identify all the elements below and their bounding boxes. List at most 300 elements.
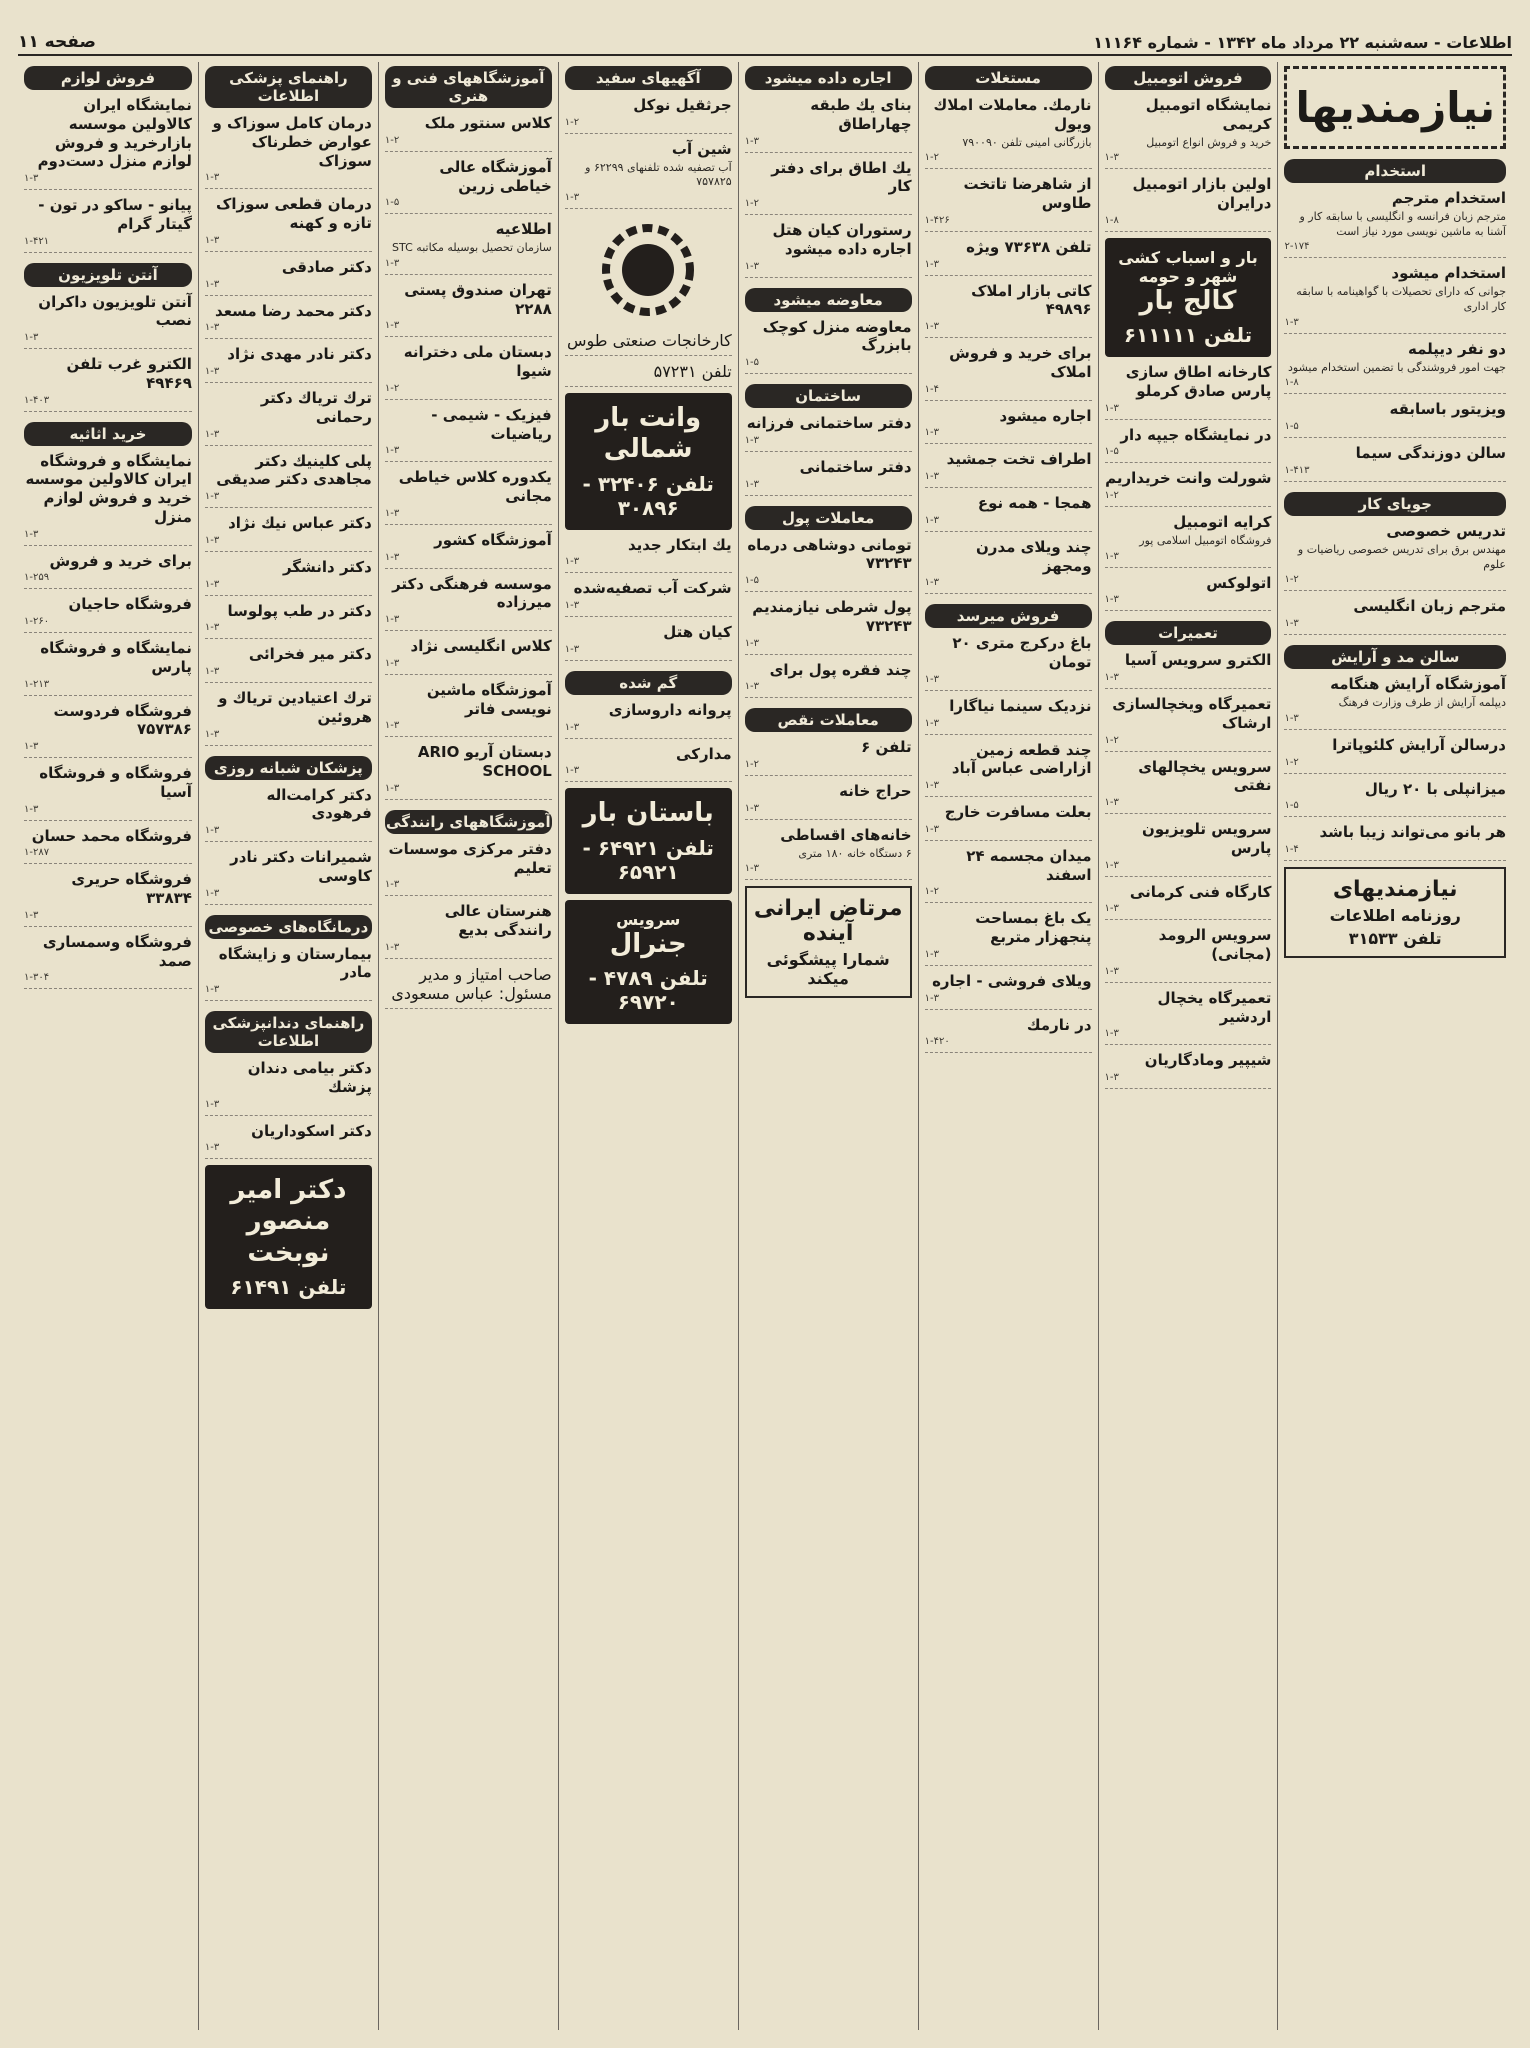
- ad-code: ۱-۳: [384, 657, 400, 669]
- classified-ad: [745, 96, 912, 153]
- ad-body: دیپلمه آرایش از طرف وزارت فرهنگ: [1338, 695, 1506, 709]
- ad-title: کاتی بازار املاک ۴۹۸۹۶: [971, 281, 1092, 319]
- classified-ad: [24, 764, 192, 821]
- newspaper-name: اطلاعات: [1446, 32, 1512, 52]
- ad-code: ۱-۲: [1104, 734, 1119, 746]
- ad-code: ۱-۳: [384, 257, 400, 269]
- display-ad-subtitle: روزنامه اطلاعات: [1329, 906, 1461, 925]
- ad-title: درمان قطعی سوزاک تازه و کهنه: [215, 195, 372, 232]
- ad-body: مهندس برق برای تدریس خصوصی ریاضیات و علوم: [1297, 542, 1506, 571]
- display-ad-title: کالج بار: [1139, 285, 1237, 316]
- ad-title: هر بانو می‌تواند زیبا باشد: [1319, 823, 1506, 842]
- ad-title: فروشگاه حاجیان: [68, 595, 192, 614]
- ad-title: میزانپلی با ۲۰ ریال: [1364, 779, 1506, 798]
- ad-title: از شاهرضا تاتخت طاوس: [963, 175, 1092, 213]
- ad-title: دبستان آریو ARIO SCHOOL: [417, 743, 552, 781]
- ad-code: ۱-۳: [24, 332, 39, 343]
- display-ad-phone: تلفن ۶۴۹۲۱ - ۶۵۹۲۱: [582, 835, 714, 884]
- ad-code: ۱-۴۲۰: [924, 1036, 950, 1048]
- section-heading: خرید اثاثیه: [24, 422, 192, 446]
- classified-ad: [925, 909, 1092, 966]
- classified-ad: [385, 281, 552, 338]
- column-6: [378, 62, 558, 2030]
- ad-code: ۱-۳: [204, 1142, 220, 1154]
- ad-code: ۱-۲: [1284, 574, 1299, 586]
- logo-name: کارخانجات صنعتی طوس: [565, 331, 732, 356]
- ad-title: آموزشگاه عالی خیاطی زرین: [439, 157, 552, 195]
- classified-ad: [1105, 651, 1272, 689]
- footer-note: صاحب امتیاز و مدیر مسئول: عباس مسعودی: [385, 965, 552, 1009]
- ad-code: ۱-۵: [1284, 800, 1299, 812]
- section-heading: ساختمان: [745, 384, 912, 408]
- ad-code: ۱-۳: [744, 637, 760, 649]
- classified-ad: [745, 536, 912, 593]
- ad-title: آموزشگاه کشور: [434, 530, 552, 549]
- ad-code: ۱-۲: [564, 116, 580, 128]
- classified-ad: [1284, 736, 1506, 774]
- ad-code: ۱-۳: [744, 478, 760, 490]
- ad-code: ۱-۸: [1284, 377, 1299, 389]
- ad-code: ۱-۳: [204, 172, 220, 184]
- ad-title: آموزشگاه ماشین نویسی فاتر: [426, 680, 552, 718]
- classified-ad: [1105, 926, 1272, 983]
- ad-title: دکتر کرامت‌اله فرهودی: [266, 785, 372, 823]
- ad-title: دبستان ملی دخترانه شیوا: [403, 343, 552, 381]
- ad-code: ۱-۳: [924, 780, 939, 792]
- classified-ad: [205, 689, 372, 746]
- company-logo: [565, 215, 732, 325]
- display-ad: [1284, 867, 1506, 958]
- ad-title: سرویس الرومد (مجانی): [1158, 926, 1272, 964]
- section-heading: سالن مد و آرایش: [1284, 645, 1506, 669]
- header-issue: شماره ۱۱۱۶۴: [1093, 32, 1199, 52]
- classified-ad: [205, 389, 372, 446]
- ad-code: ۱-۴۲۶: [924, 214, 950, 226]
- ad-code: ۱-۲: [384, 382, 400, 394]
- ad-code: ۱-۳: [204, 728, 220, 740]
- ad-title: شورلت وانت خریداریم: [1105, 469, 1272, 488]
- classified-ad: [1105, 574, 1272, 612]
- ad-code: ۱-۳: [204, 666, 220, 677]
- section-heading: درمانگاه‌های خصوصی: [205, 915, 372, 939]
- ad-code: ۱-۲۶۰: [24, 616, 50, 627]
- ad-code: ۱-۳: [924, 321, 939, 333]
- ad-title: سالن دوزندگی سیما: [1355, 444, 1506, 463]
- classified-ad: [925, 175, 1092, 232]
- classified-ad: [24, 552, 192, 590]
- ad-title: فروشگاه فردوست ۷۵۷۳۸۶: [53, 701, 192, 739]
- ad-title: دکتر نادر مهدی نژاد: [227, 345, 372, 364]
- ad-title: استخدام مترجم: [1391, 189, 1506, 207]
- classified-ad: [1105, 758, 1272, 815]
- section-heading: آگهیهای سفید: [565, 66, 732, 90]
- ad-code: ۱-۳: [24, 803, 39, 815]
- ad-title: ترك اعتیادین تریاك و هروئین: [218, 689, 372, 726]
- ad-title: تعمیرگاه ویخچالسازی ارشاک: [1112, 695, 1272, 732]
- classified-ad: [1105, 1051, 1272, 1089]
- classified-ad: [1105, 883, 1272, 921]
- ad-code: ۱-۴۰۳: [24, 394, 50, 406]
- display-ad: [565, 788, 732, 893]
- column-4: [738, 62, 918, 2030]
- classified-ad: [1105, 426, 1272, 464]
- ad-code: ۱-۳۰۴: [24, 972, 50, 984]
- classified-ad: [205, 558, 372, 596]
- classified-ad: [565, 745, 732, 783]
- ad-code: ۱-۳: [24, 909, 39, 921]
- ad-code: ۱-۳: [924, 673, 939, 685]
- ad-title: باغ درکرج متری ۲۰ تومان: [952, 634, 1092, 672]
- header-date: سه‌شنبه ۲۲ مرداد ماه ۱۳۴۲: [1216, 32, 1429, 52]
- header-meta: اطلاعات - سه‌شنبه ۲۲ مرداد ماه ۱۳۴۲ - شماره ۱۱۱۶۴: [1093, 32, 1512, 52]
- ad-title: دکتر اسکوداریان: [251, 1121, 372, 1140]
- page-number: صفحه ۱۱: [18, 32, 96, 52]
- ad-code: ۱-۳: [924, 823, 939, 835]
- classified-ad: [205, 195, 372, 252]
- ad-title: اولین بازار اتومبیل درایران: [1132, 175, 1272, 213]
- section-heading: معاملات نقص: [745, 708, 912, 732]
- ad-title: سرویس تلویزیون پارس: [1142, 820, 1272, 857]
- section-heading: معاملات پول: [745, 506, 912, 530]
- ad-title: پلی کلینیك دکتر مجاهدی دکتر صدیقی: [216, 451, 372, 489]
- ad-code: ۱-۳: [1104, 965, 1119, 977]
- ad-code: ۱-۳: [564, 721, 580, 733]
- classified-ad: [385, 531, 552, 569]
- display-ad-title: جنرال: [609, 928, 687, 959]
- classified-ad: [385, 743, 552, 800]
- classified-ad: [745, 826, 912, 881]
- section-heading: راهنمای پزشکی اطلاعات: [205, 66, 372, 108]
- classified-ad: [925, 450, 1092, 488]
- ad-code: ۱-۵: [744, 357, 760, 368]
- classified-ad: [24, 293, 192, 350]
- ad-code: ۱-۳: [384, 551, 400, 563]
- display-ad: [745, 886, 912, 998]
- classified-ad: [1105, 96, 1272, 169]
- classified-ad: [925, 407, 1092, 445]
- ad-code: ۱-۳: [384, 445, 400, 457]
- ad-title: یکدوره کلاس خیاطی مجانی: [398, 468, 552, 506]
- ad-title: تعمیرگاه یخچال اردشیر: [1157, 988, 1272, 1026]
- display-ad-sub: شمارا پیشگوئی میکند: [766, 950, 890, 989]
- ad-title: هنرستان عالی رانندگی بدیع: [444, 902, 552, 940]
- ad-body: فروشگاه اتومبیل اسلامی پور: [1139, 533, 1272, 547]
- ad-code: ۱-۳: [564, 643, 580, 655]
- ad-title: همجا - همه نوع: [977, 494, 1092, 513]
- display-ad-phone: تلفن ۴۷۸۹ - ۶۹۷۲۰: [588, 965, 708, 1014]
- ad-code: ۱-۳: [1104, 859, 1119, 871]
- ad-title: جرثقیل نوکل: [633, 96, 732, 114]
- ad-code: ۱-۳: [744, 681, 760, 693]
- ad-code: ۱-۳: [1104, 672, 1119, 684]
- ad-title: اتولوکس: [1206, 573, 1272, 592]
- ad-title: آنتن تلویزیون داکران نصب: [38, 292, 192, 330]
- classified-ad: [1284, 400, 1506, 438]
- ad-code: ۱-۳: [384, 614, 400, 626]
- classified-ad: [205, 602, 372, 640]
- section-heading: پزشکان شبانه روزی: [205, 756, 372, 780]
- classified-ad: [925, 847, 1092, 904]
- classified-ad: [745, 738, 912, 776]
- classified-ad: [925, 634, 1092, 691]
- column-1: [1277, 62, 1512, 2030]
- ad-title: دکتر عباس نیك نژاد: [228, 514, 372, 532]
- ad-code: ۱-۳: [24, 528, 39, 540]
- ad-code: ۱-۳: [384, 941, 400, 953]
- ad-title: موسسه فرهنگی دکتر میرزاده: [392, 574, 552, 612]
- classified-ad: [205, 848, 372, 905]
- ad-code: ۱-۲۱۳: [24, 678, 50, 690]
- ad-code: ۱-۳: [384, 720, 400, 732]
- classified-ad: [24, 452, 192, 546]
- ad-title: چند فقره پول برای: [769, 660, 912, 679]
- ad-code: ۱-۳: [744, 802, 760, 814]
- ad-title: چند ویلای مدرن ومجهز: [976, 537, 1092, 575]
- classified-ad: [1284, 675, 1506, 730]
- logo-phone: تلفن ۵۷۲۳۱: [565, 362, 732, 387]
- page-header: [18, 30, 1512, 56]
- section-heading: استخدام: [1284, 159, 1506, 183]
- classified-ad: [1284, 264, 1506, 333]
- column-5: [558, 62, 738, 2030]
- ad-body: مترجم زبان فرانسه و انگلیسی با سابقه کار و آشنا به ماشین نویسی مورد نیاز است: [1299, 209, 1506, 238]
- ad-title: دفتر مرکزی موسسات تعلیم: [388, 839, 552, 877]
- classified-ad: [925, 344, 1092, 401]
- ad-code: ۱-۲: [744, 759, 760, 770]
- classified-ad: [24, 827, 192, 865]
- ad-title: دفتر ساختمانی: [799, 457, 912, 476]
- classified-ad: [205, 645, 372, 683]
- ad-title: ویزیتور باسابقه: [1389, 400, 1506, 419]
- classified-ad: [745, 221, 912, 278]
- ad-title: رستوران کیان هتل اجاره داده میشود: [772, 221, 912, 258]
- classified-ad: [24, 870, 192, 927]
- classified-ad: [745, 318, 912, 375]
- ad-title: درمان کامل سوزاک و عوارض خطرناک سوزاک: [212, 114, 372, 170]
- ad-title: پیانو - ساکو در تون - گیتار گرام: [38, 196, 192, 233]
- ad-title: بیمارستان و زایشگاه مادر: [218, 944, 372, 982]
- ad-title: ویلای فروشی - اجاره: [932, 971, 1092, 990]
- ad-title: ترك تریاك دکتر رحمانی: [260, 389, 372, 426]
- classified-ad: [1284, 444, 1506, 482]
- classified-ad: [1284, 189, 1506, 258]
- ad-code: ۱-۳: [924, 427, 939, 439]
- ad-title: پول شرطی نیازمندیم ۷۳۲۴۳: [752, 598, 912, 635]
- ad-body: آب تصفیه شده تلفنهای ۶۲۲۹۹ و ۷۵۷۸۲۵: [585, 160, 732, 189]
- ad-title: معاوضه منزل کوچک بابزرگ: [762, 317, 912, 355]
- ad-title: برای خرید و فروش: [49, 551, 192, 570]
- classified-ad: [205, 114, 372, 189]
- ad-code: ۱-۳: [1104, 550, 1119, 562]
- ad-code: ۱-۴: [1284, 844, 1299, 855]
- classified-ad: [205, 452, 372, 509]
- classified-ad: [1284, 823, 1506, 861]
- ad-code: ۱-۲: [924, 886, 939, 898]
- ad-title: کرایه اتومبیل: [1173, 513, 1272, 532]
- classified-ad: [24, 702, 192, 759]
- columns: [18, 62, 1512, 2030]
- ad-code: ۱-۳: [204, 1098, 220, 1110]
- ad-title: فروشگاه وسمساری صمد: [42, 932, 192, 970]
- column-8: [18, 62, 198, 2030]
- ad-title: اجاره میشود: [999, 406, 1092, 425]
- ad-code: ۱-۳: [204, 491, 220, 502]
- classified-ad: [1105, 695, 1272, 752]
- classified-ad: [385, 406, 552, 463]
- ad-title: الکترو سرویس آسیا: [1124, 651, 1272, 670]
- ad-code: ۱-۳: [564, 556, 580, 568]
- classified-ad: [24, 196, 192, 253]
- classified-ad: [205, 786, 372, 843]
- ad-code: ۱-۳: [1104, 1072, 1119, 1084]
- ad-title: نمایشگاه اتومبیل کریمی: [1145, 96, 1272, 133]
- gear-logo-icon: [573, 220, 723, 320]
- ad-title: دکتر صادقی: [281, 257, 372, 276]
- ad-code: ۱-۳: [744, 434, 760, 446]
- ad-body: جوانی که دارای تحصیلات با گواهینامه با سابقه کار اداری: [1296, 285, 1506, 314]
- display-ad: [565, 393, 732, 529]
- ad-title: تومانی دوشاهی درماه ۷۳۲۴۳: [747, 535, 912, 573]
- classified-ad: [1284, 340, 1506, 395]
- ad-title: تهران صندوق پستی ۲۲۸۸: [404, 280, 552, 318]
- column-2: [1098, 62, 1278, 2030]
- classified-ad: [925, 96, 1092, 169]
- ad-title: کلاس انگلیسی نژاد: [410, 637, 552, 656]
- display-ad-sub: بار و اسباب کشی شهر و حومه: [1118, 247, 1258, 286]
- section-heading: فروش لوازم: [24, 66, 192, 90]
- ad-code: ۲-۱۷۴: [1284, 241, 1310, 253]
- ad-code: ۱-۳: [204, 984, 220, 995]
- classified-ad: [385, 468, 552, 525]
- ad-code: ۱-۳: [204, 887, 220, 899]
- classified-ad: [1105, 363, 1272, 420]
- ad-code: ۱-۳: [1104, 402, 1119, 414]
- classified-ad: [565, 536, 732, 574]
- ad-code: ۱-۳: [384, 507, 400, 519]
- ad-body: ۶ دستگاه خانه ۱۸۰ متری: [798, 846, 912, 860]
- classified-ad: [925, 741, 1092, 798]
- classified-ad: [1105, 820, 1272, 877]
- ad-code: ۱-۳: [204, 825, 220, 836]
- ad-title: اطراف تخت جمشید: [946, 450, 1092, 469]
- ad-code: ۱-۵: [384, 197, 400, 209]
- display-ad-phone: تلفن ۳۱۵۳۳: [1348, 929, 1442, 948]
- ad-code: ۱-۲: [1284, 756, 1299, 768]
- classified-ad: [565, 96, 732, 134]
- classified-ad: [205, 514, 372, 552]
- section-heading: معاوضه میشود: [745, 288, 912, 312]
- ad-title: استخدام میشود: [1391, 264, 1506, 283]
- classified-ad: [1105, 513, 1272, 568]
- ad-title: دکتر میر فخرائی: [248, 645, 372, 664]
- ad-code: ۱-۳: [1104, 797, 1119, 809]
- ad-title: یک باغ بمساحت پنجهزار متربع: [975, 909, 1092, 947]
- section-heading: گم شده: [565, 671, 732, 695]
- ad-code: ۱-۳: [204, 534, 220, 546]
- ad-code: ۱-۲: [1104, 490, 1119, 502]
- ad-code: ۱-۳: [924, 258, 939, 270]
- display-ad-phone: تلفن ۳۲۴۰۶ - ۳۰۸۹۶: [582, 471, 714, 520]
- classified-ad: [745, 782, 912, 820]
- ad-code: ۱-۳: [204, 322, 220, 334]
- classified-ad: [745, 661, 912, 699]
- classified-ad: [1105, 175, 1272, 232]
- ad-code: ۱-۳: [924, 514, 939, 526]
- display-ad: [205, 1165, 372, 1309]
- ad-title: یك اطاق برای دفتر كار: [771, 158, 912, 196]
- ad-code: ۱-۳: [744, 863, 760, 875]
- classified-ad: [385, 840, 552, 897]
- section-heading: فروش میرسد: [925, 604, 1092, 628]
- classified-ad: [925, 282, 1092, 339]
- ad-title: فروشگاه محمد حسان: [31, 826, 192, 845]
- ad-code: ۱-۸: [1104, 214, 1119, 226]
- classified-ad: [385, 681, 552, 738]
- ad-code: ۱-۵: [744, 575, 760, 586]
- ad-title: دفتر ساختمانی فرزانه: [746, 414, 912, 432]
- ad-title: در نارمك: [1026, 1015, 1092, 1034]
- classified-ad: [925, 538, 1092, 595]
- section-heading: اجاره داده میشود: [745, 66, 912, 90]
- classified-ad: [385, 343, 552, 400]
- ad-code: ۱-۴۲۱: [24, 235, 50, 247]
- ad-title: نمایشگاه ایران کالاولین موسسه بازارخرید و فروش لوازم منزل دست‌دوم: [37, 96, 192, 171]
- classified-ad: [24, 595, 192, 633]
- classified-ad: [205, 302, 372, 340]
- display-ad-title: باستان بار: [582, 798, 714, 829]
- ad-code: ۱-۳: [744, 135, 760, 147]
- ad-title: برای خرید و فروش املاک: [949, 344, 1092, 381]
- section-heading: فروش اتومبیل: [1105, 66, 1272, 90]
- ad-title: تلفن ۷۳۶۳۸ ویژه: [966, 237, 1092, 256]
- display-ad: [565, 900, 732, 1024]
- classified-ad: [385, 575, 552, 632]
- ad-title: کلاس سنتور ملک: [424, 114, 552, 132]
- ad-title: نمایشگاه و فروشگاه ایران کالاولین موسسه خرید و فروش لوازم منزل: [25, 451, 192, 526]
- ad-title: کارخانه اطاق سازی پارس صادق کرملو: [1125, 363, 1272, 400]
- section-heading: تعمیرات: [1105, 621, 1272, 645]
- display-ad-phone: تلفن ۶۱۱۱۱۱: [1123, 323, 1253, 348]
- classified-ad: [565, 623, 732, 661]
- ad-title: پروانه داروسازی: [608, 700, 732, 719]
- ad-code: ۱-۳: [1104, 152, 1119, 164]
- ad-code: ۱-۳: [1284, 712, 1299, 724]
- ad-title: کیان هتل: [663, 623, 732, 642]
- ad-code: ۱-۳: [24, 173, 39, 184]
- display-ad-sub: سرویس: [616, 909, 681, 929]
- ad-body: سازمان تحصیل بوسیله مکاتبه STC: [392, 241, 552, 254]
- ad-title: فروشگاه حریری ۳۳۸۳۴: [71, 870, 192, 907]
- ad-title: دکتر محمد رضا مسعد: [215, 301, 372, 320]
- classified-ad: [565, 579, 732, 617]
- classified-ad: [1105, 989, 1272, 1046]
- ad-code: ۱-۳: [204, 234, 220, 246]
- ad-title: چند قطعه زمین ازاراضی عباس آباد: [951, 740, 1092, 778]
- ad-code: ۱-۲۸۷: [24, 847, 50, 859]
- ad-title: الکترو غرب تلفن ۴۹۴۶۹: [66, 355, 192, 392]
- ad-code: ۱-۳: [564, 192, 580, 204]
- classified-ad: [24, 639, 192, 696]
- masthead-title: نیازمندیها: [1284, 66, 1506, 149]
- classified-ad: [1284, 522, 1506, 591]
- classified-ad: [925, 803, 1092, 841]
- classified-ad: [1284, 780, 1506, 818]
- classified-ad: [565, 140, 732, 209]
- ad-title: شیپیر ومادگاریان: [1144, 1051, 1272, 1070]
- ad-code: ۱-۳: [744, 260, 760, 272]
- classified-ad: [205, 945, 372, 1002]
- ad-code: ۱-۳: [924, 471, 939, 483]
